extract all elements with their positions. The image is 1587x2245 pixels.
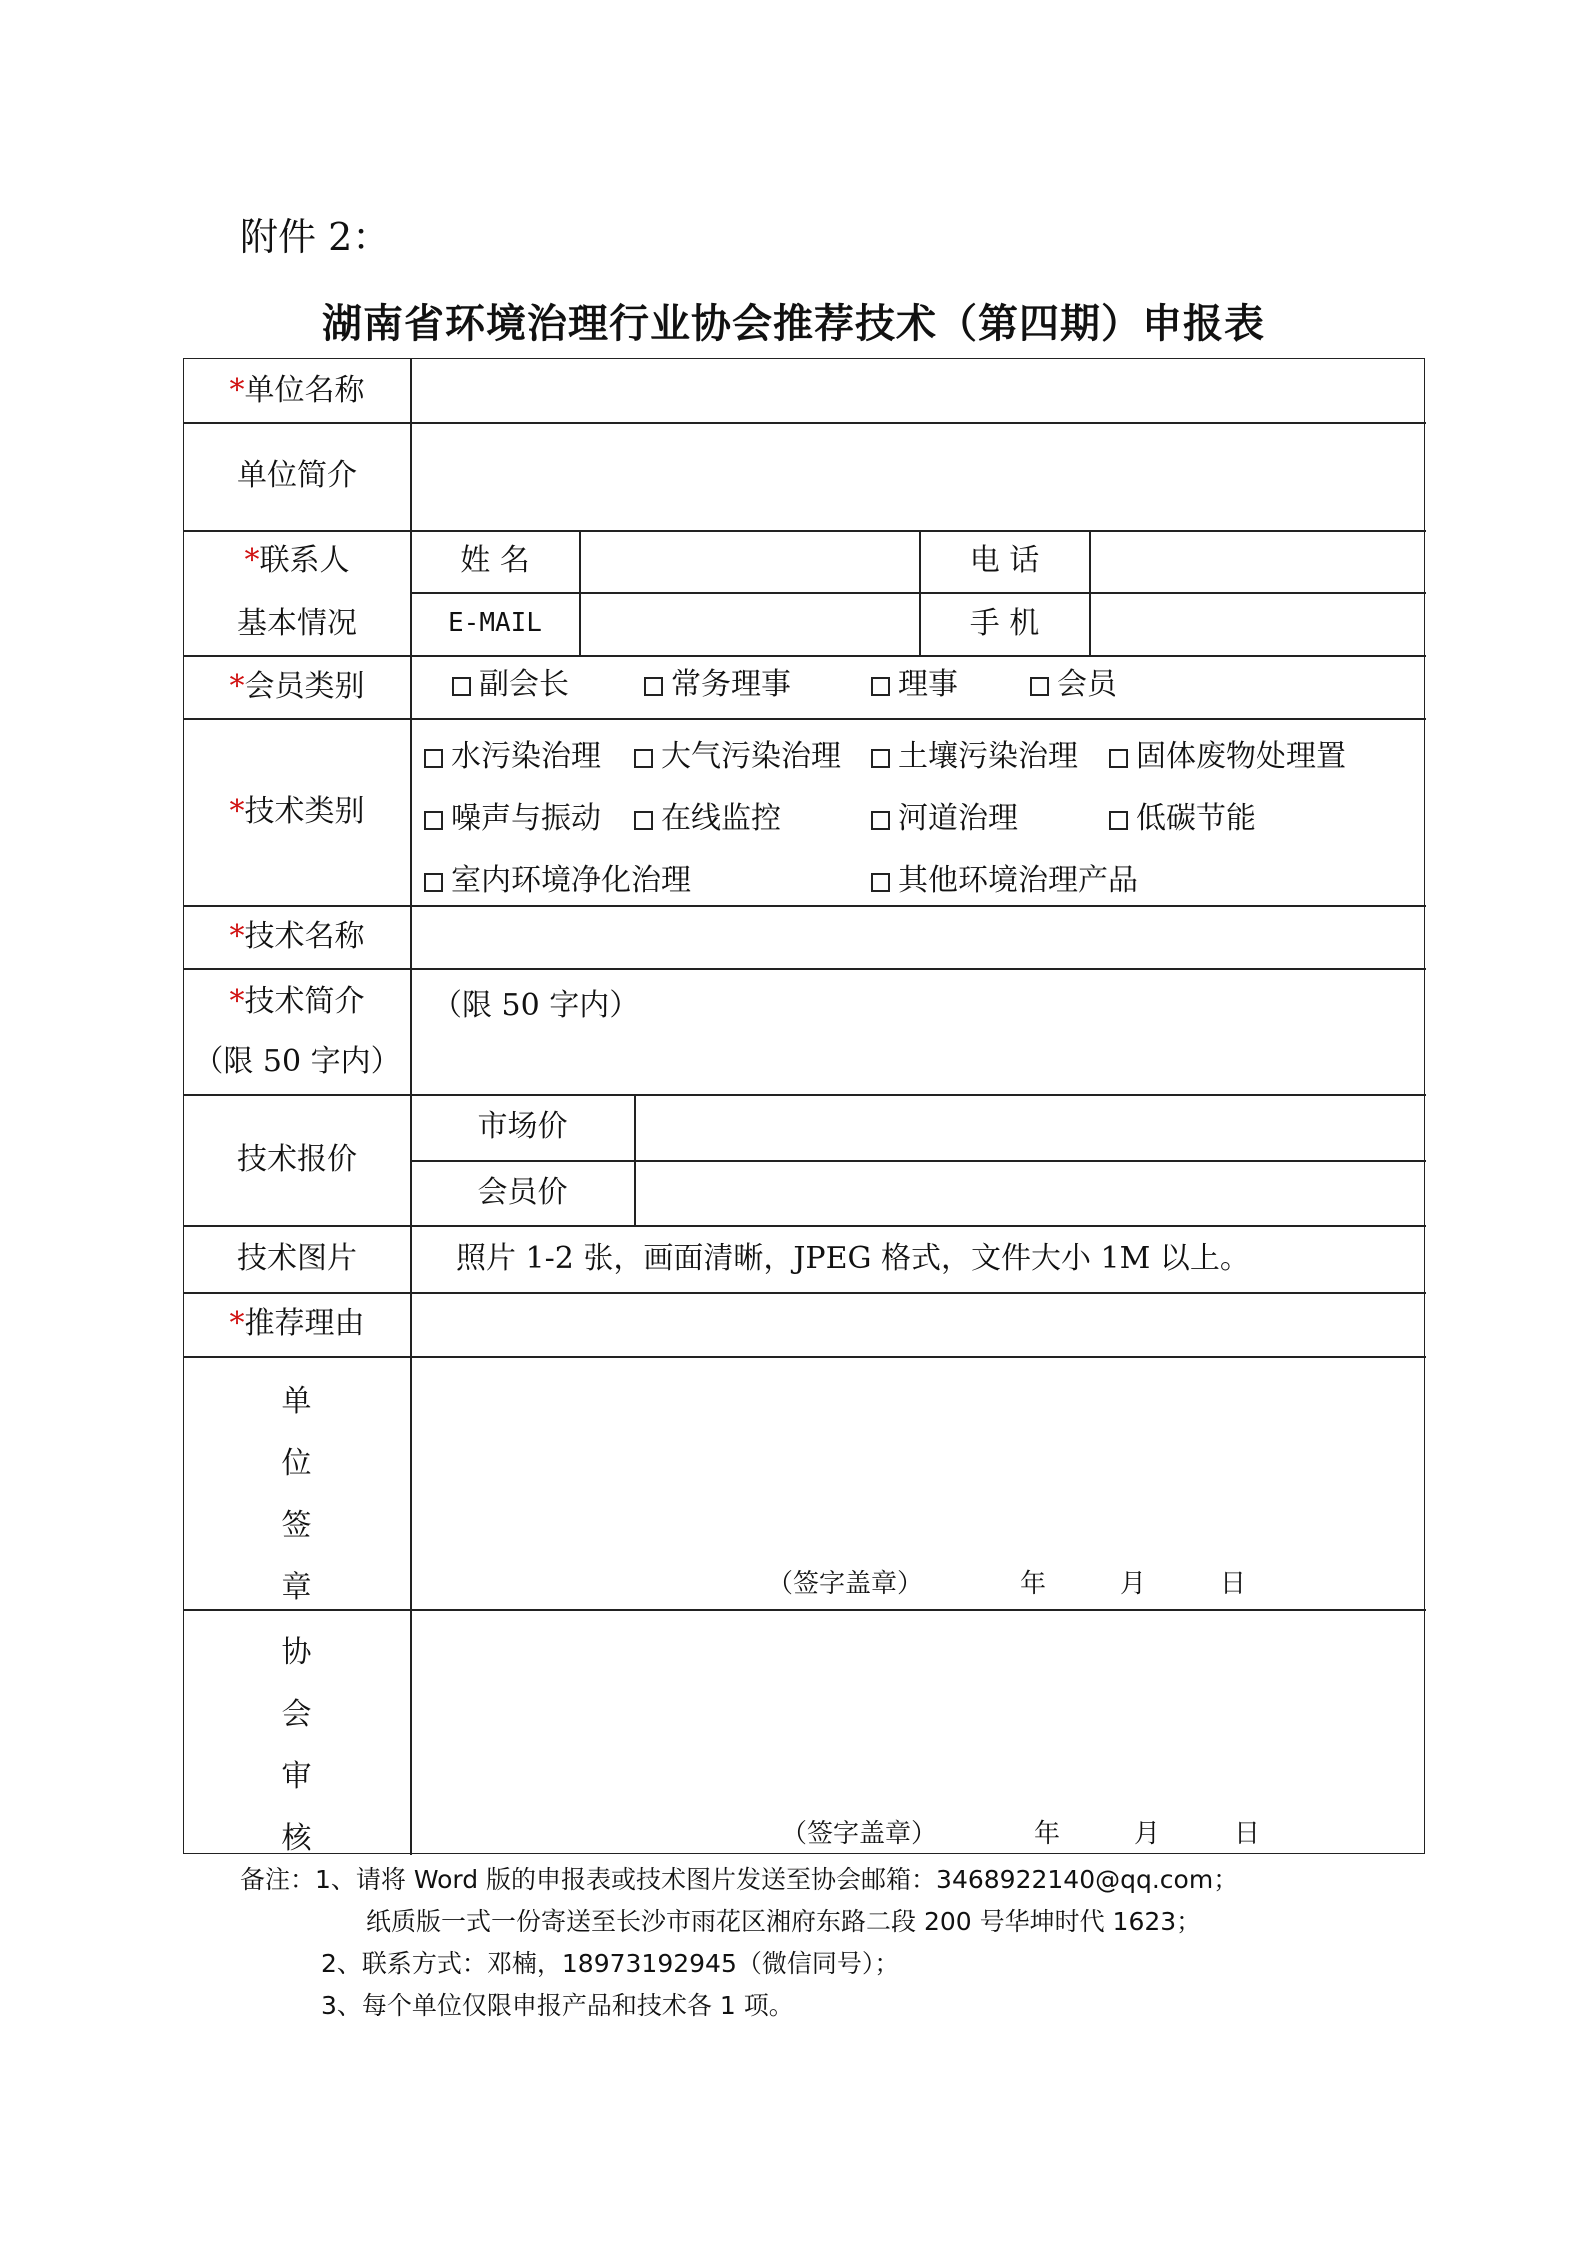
- note-line-1: 备注：1、请将 Word 版的申报表或技术图片发送至协会邮箱：3468922140@qq.com；: [240, 1865, 1239, 1894]
- member-option-vice-president[interactable]: 副会长: [452, 659, 569, 703]
- unit-seal-char: 位: [281, 1446, 312, 1481]
- contact-basic-label: 基本情况: [237, 605, 357, 641]
- market-price-field[interactable]: [636, 1094, 1426, 1160]
- member-type-label: * 会员类别: [229, 668, 365, 704]
- member-price-field[interactable]: [636, 1160, 1426, 1225]
- checkbox-icon: [871, 811, 890, 830]
- checkbox-icon: [644, 677, 663, 696]
- tech-option-online-monitoring[interactable]: 在线监控: [634, 793, 781, 837]
- reason-label: * 推荐理由: [229, 1306, 365, 1341]
- tech-name-label: * 技术名称: [229, 918, 365, 954]
- tech-option-other[interactable]: 其他环境治理产品: [871, 855, 1138, 899]
- checkbox-icon: [871, 873, 890, 892]
- tech-intro-limit: （限 50 字内）: [193, 1044, 401, 1079]
- unit-intro-label: 单位简介: [237, 458, 357, 493]
- tech-type-label: * 技术类别: [229, 793, 365, 829]
- tech-name-field[interactable]: [412, 905, 1426, 968]
- tech-intro-label: * 技术简介: [229, 984, 365, 1019]
- checkbox-icon: [424, 811, 443, 830]
- unit-name-label: * 单位名称: [229, 372, 365, 408]
- unit-seal-char: 单: [281, 1384, 312, 1419]
- checkbox-icon: [452, 677, 471, 696]
- contact-email-label: E-MAIL: [448, 607, 542, 638]
- contact-mobile-label: 手 机: [969, 605, 1040, 641]
- tech-option-low-carbon[interactable]: 低碳节能: [1109, 793, 1256, 837]
- assoc-review-char: 协: [281, 1635, 312, 1670]
- reason-field[interactable]: [412, 1292, 1426, 1356]
- note-line-2: 纸质版一式一份寄送至长沙市雨花区湘府东路二段 200 号华坤时代 1623；: [366, 1907, 1202, 1936]
- checkbox-icon: [1109, 811, 1128, 830]
- unit-seal-year: 年: [1020, 1569, 1047, 1599]
- checkbox-icon: [424, 749, 443, 768]
- tech-option-indoor[interactable]: 室内环境净化治理: [424, 855, 691, 899]
- checkbox-icon: [1109, 749, 1128, 768]
- assoc-review-day: 日: [1234, 1819, 1261, 1849]
- tech-option-solid-waste[interactable]: 固体废物处理置: [1109, 731, 1346, 775]
- checkbox-icon: [634, 811, 653, 830]
- attachment-label: 附件 2：: [240, 215, 391, 259]
- checkbox-icon: [424, 873, 443, 892]
- member-option-member[interactable]: 会员: [1030, 659, 1117, 703]
- unit-seal-month: 月: [1120, 1569, 1147, 1599]
- tech-image-label: 技术图片: [237, 1240, 357, 1276]
- note-line-4: 3、每个单位仅限申报产品和技术各 1 项。: [321, 1991, 794, 2020]
- tech-price-label: 技术报价: [237, 1141, 357, 1177]
- tech-option-air[interactable]: 大气污染治理: [634, 731, 841, 775]
- tech-image-upload[interactable]: [456, 1225, 1416, 1292]
- assoc-review-char: 会: [281, 1697, 312, 1732]
- contact-mobile-field[interactable]: [1091, 592, 1426, 655]
- member-option-director[interactable]: 理事: [871, 659, 958, 703]
- checkbox-icon: [871, 749, 890, 768]
- checkbox-icon: [634, 749, 653, 768]
- contact-phone-field[interactable]: [1091, 530, 1426, 592]
- tech-intro-field[interactable]: （限 50 字内）: [432, 988, 640, 1023]
- contact-name-label: 姓 名: [460, 543, 530, 578]
- tech-image-hint: 照片 1-2 张，画面清晰，JPEG 格式，文件大小 1M 以上。: [456, 1240, 1250, 1276]
- contact-label: * 联系人: [244, 543, 350, 578]
- assoc-review-month: 月: [1134, 1819, 1161, 1849]
- member-option-executive-director[interactable]: 常务理事: [644, 659, 791, 703]
- assoc-review-char: 审: [281, 1759, 312, 1794]
- unit-seal-char: 签: [281, 1508, 312, 1543]
- unit-seal-day: 日: [1220, 1569, 1247, 1599]
- assoc-review-year: 年: [1034, 1819, 1061, 1849]
- market-price-label: 市场价: [477, 1109, 568, 1144]
- tech-option-noise[interactable]: 噪声与振动: [424, 793, 601, 837]
- note-line-3: 2、联系方式：邓楠，18973192945（微信同号）；: [321, 1949, 900, 1978]
- checkbox-icon: [1030, 677, 1049, 696]
- contact-email-field[interactable]: [581, 592, 919, 655]
- checkbox-icon: [871, 677, 890, 696]
- tech-option-river[interactable]: 河道治理: [871, 793, 1018, 837]
- assoc-review-char: 核: [281, 1821, 312, 1856]
- member-price-label: 会员价: [477, 1174, 568, 1210]
- unit-sign-label: （签字盖章）: [767, 1569, 924, 1599]
- contact-name-field[interactable]: [581, 530, 919, 592]
- contact-phone-label: 电 话: [969, 543, 1040, 578]
- unit-seal-char: 章: [281, 1570, 312, 1605]
- tech-option-water[interactable]: 水污染治理: [424, 731, 601, 775]
- assoc-sign-label: （签字盖章）: [781, 1819, 938, 1849]
- application-form-table: [183, 358, 1425, 1854]
- tech-option-soil[interactable]: 土壤污染治理: [871, 731, 1078, 775]
- form-title: 湖南省环境治理行业协会推荐技术（第四期）申报表: [322, 300, 1265, 347]
